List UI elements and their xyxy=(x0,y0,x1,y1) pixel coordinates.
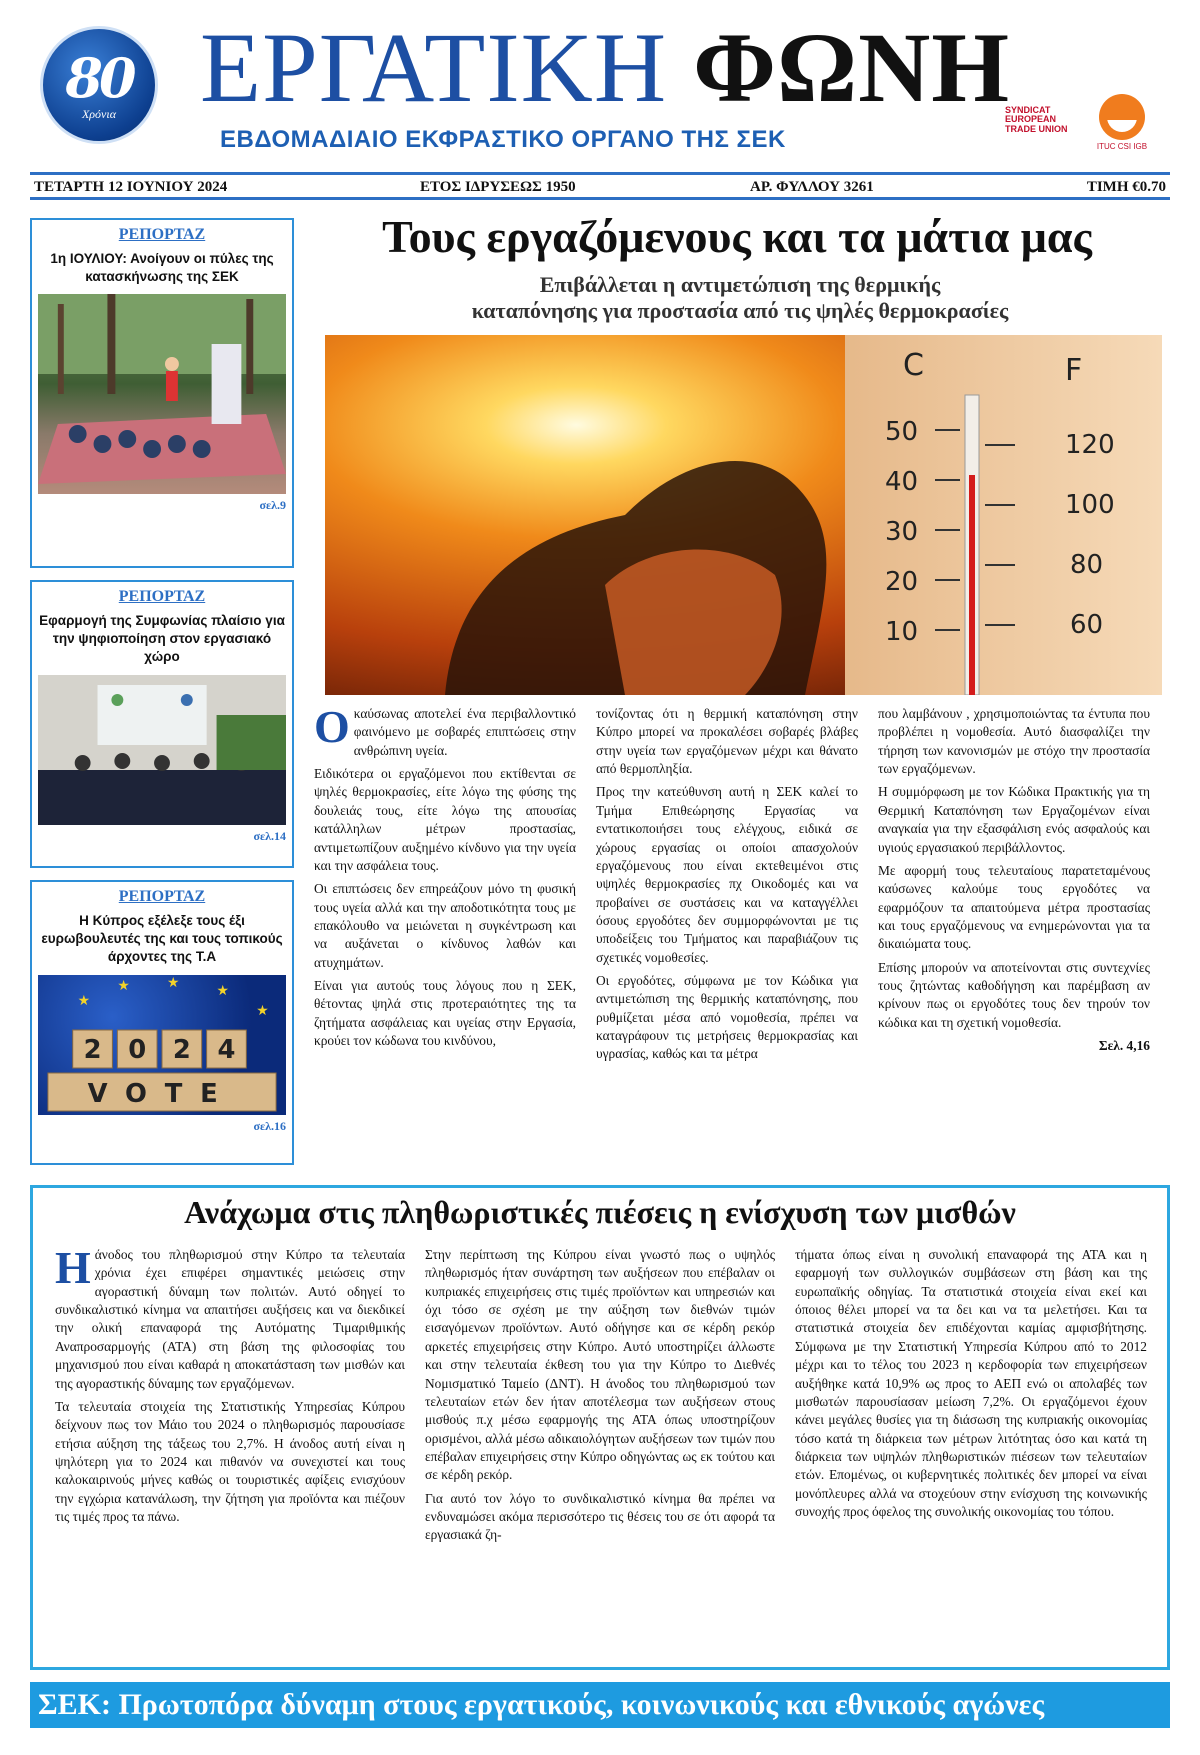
ituc-sun-icon xyxy=(1099,94,1145,140)
svg-text:★: ★ xyxy=(77,993,91,1009)
heatwave-image xyxy=(325,335,1162,695)
thermo-f-label: F xyxy=(1065,353,1083,388)
lead-paragraph: Επίσης μπορούν να αποτείνονται στις συντεχνίες τους ζητώντας καθοδήγηση και παρέμβαση αν κρίνουν πως οι εργοδότες τους δεν τηρούν τον κώδικα και τη σχετική νομοθεσία. xyxy=(878,959,1150,1030)
vote-word: VOTE xyxy=(87,1078,236,1109)
masthead xyxy=(30,12,1170,158)
vote-digit: 4 xyxy=(217,1034,236,1065)
lead-column-1 xyxy=(314,701,576,1055)
date-bar xyxy=(30,172,1170,200)
vote-2024-photo xyxy=(38,975,286,1115)
lead-subheadline-line1: Επιβάλλεται η αντιμετώπιση της θερμικής xyxy=(539,272,941,297)
lead-column-2 xyxy=(596,705,858,1069)
story-page-ref[interactable]: σελ.16 xyxy=(253,1118,286,1133)
camp-photo xyxy=(38,294,286,494)
wages-paragraph: Για αυτό τον λόγο το συνδικαλιστικό κίνημα θα πρέπει να ενδυναμώσει ακόμα περισσότερο τις θέσεις του σε ότι αφορά τα εργασιακά ζη- xyxy=(425,1490,775,1543)
thermo-celsius-tick: 40 xyxy=(885,467,919,497)
thermo-celsius-tick: 50 xyxy=(885,417,919,447)
newspaper-title xyxy=(200,12,1011,123)
lead-paragraph: Προς την κατεύθυνση αυτή η ΣΕΚ καλεί το Τμήμα Επιθεώρησης Εργασίας να εντατικοποιήσει τους ελέγχους, ειδικά σε χώρους εργασίας οι οποίοι απασχολούν εργαζόμενους που είναι εκτεθειμένοι στις υψηλές θερμοκρασίες πχ Οικοδομές και να προβαίνει σε συστάσεις και να καταγγέλλει όσους εργοδότες δεν συμμορφώνονται με τις υποδείξεις του Τμήματος και παραβιάζουν τις σχετικές νομοθεσίες. xyxy=(596,784,858,965)
story-kicker: ΡΕΠΟΡΤΑΖ xyxy=(118,588,206,605)
ituc-label: ITUC CSI IGB xyxy=(1096,142,1148,151)
vote-digit: 2 xyxy=(83,1034,102,1065)
lead-paragraph: που λαμβάνουν , χρησιμοποιώντας τα έντυπα που προβλέπει η νομοθεσία. Αυτό διασφαλίζει την τήρηση των κανονισμών με στόχο την προστασία των εργαζόμενων. xyxy=(878,706,1150,777)
price: ΤΙΜΗ €0.70 xyxy=(1086,179,1166,195)
lead-paragraph: Οκαύσωνας αποτελεί ένα περιβαλλοντικό φαινόμενο με σοβαρές επιπτώσεις στην ανθρώπινη υγεία. xyxy=(314,701,576,758)
lead-headline[interactable]: Τους εργαζόμενους και τα μάτια μας xyxy=(382,211,1092,262)
sidebar-story-camp[interactable] xyxy=(30,218,294,568)
thermo-celsius-tick: 30 xyxy=(885,517,919,547)
sidebar-story-elections[interactable] xyxy=(30,880,294,1165)
wages-paragraph: Ηάνοδος του πληθωρισμού στην Κύπρο τα τελευταία χρόνια έχει επιφέρει σημαντικές μειώσεις στην αγοραστική δύναμη των πολιτών. Αυτό οδηγεί το συνδικαλιστικό κίνημα να απαιτήσει αυξήσεις και να διεκδικεί την ολική επαναφορά της Αυτόματης Τιμαριθμικής Αναπροσαρμογής (ΑΤΑ) στη βάση της φιλοσοφίας του μηχανισμού που είναι καθαρά η αποκατάσταση των μισθών και της αγοραστικής δύναμης των εργαζόμενων. xyxy=(55,1242,405,1391)
svg-text:★: ★ xyxy=(117,978,130,994)
drop-cap: Ο xyxy=(314,701,350,752)
vote-digit: 0 xyxy=(128,1034,147,1065)
wages-column-2 xyxy=(425,1246,775,1550)
story-page-ref[interactable]: σελ.14 xyxy=(253,828,286,843)
title-part2: ΦΩΝΗ xyxy=(693,12,1011,123)
svg-text:★: ★ xyxy=(166,975,180,991)
wages-story xyxy=(30,1185,1170,1670)
thermo-c-label: C xyxy=(903,348,924,383)
anniversary-number: 80 xyxy=(65,46,133,110)
sidebar-story-digital[interactable] xyxy=(30,580,294,868)
wages-paragraph: τήματα όπως είναι η συνολική επαναφορά της ΑΤΑ και η εφαρμογή των συλλογικών συμβάσεων στη βάση και της ευρωπαϊκής οδηγίας. Τα στατιστικά στοιχεία είναι εκεί και όποιος θέλει μπορεί να τα δει και να τα μελετήσει. Και τα στατιστικά στοιχεία δεν επιδέχονται καμίας αμφισβήτησης. Σύμφωνα με την Στατιστική Υπηρεσία Κύπρου από το 2012 μέχρι και το τέλος του 2023 η κερδοφορία των επιχειρήσεων αυξήθηκε κατά 10,9% ως προς το ΑΕΠ ενώ οι απολαβές των μισθωτών παρουσίασαν μείωση 7,2%. Οι εργαζόμενοι έχουν κάνει μεγάλες θυσίες για τη διάσωση της κυπριακής οικονομίας τόσο κατά τη διάρκεια των μέτρων λιτότητας όσο και κατά τη διάρκεια των υψηλών πληθωριστικών πιέσεων των τελευταίων ετών. Επομένως, οι κυβερνητικές πολιτικές δεν μπορεί να είναι μονόπλευρες αλλά να στοχεύουν στην ενίσχυση της κοινωνικής συνοχής προς όφελος της συνολικής οικονομίας του τόπου. xyxy=(795,1247,1147,1520)
thermo-celsius-tick: 20 xyxy=(885,567,919,597)
vote-digit: 2 xyxy=(172,1034,191,1065)
lead-subheadline-line2: καταπόνησης για προστασία από τις ψηλές θερμοκρασίες xyxy=(471,298,1009,324)
wages-paragraph: Τα τελευταία στοιχεία της Στατιστικής Υπηρεσίας Κύπρου δείχνουν πως τον Μάιο του 2024 ο πληθωρισμός παρουσίασε ετήσια αύξηση της τάξεως του 2,7%. Η άνοδος αυτή είναι η ψηλότερη για το 2024 και πιθανόν να συνεχιστεί και τους καλοκαιρινούς μήνες καθώς οι τουριστικές αφίξεις ενισχύουν την εγχώρια κατανάλωση, την ζήτηση για προϊόντα και πιέζουν τις τιμές προς τα πάνω. xyxy=(55,1398,405,1525)
story-kicker: ΡΕΠΟΡΤΑΖ xyxy=(118,226,206,243)
lead-paragraph: Η συμμόρφωση με τον Κώδικα Πρακτικής για τη Θερμική Καταπόνηση των Εργαζομένων είναι αναγκαία για την εξασφάλιση ενός ασφαλούς και υγιούς εργασιακού περιβάλλοντος. xyxy=(878,784,1150,855)
founded-year: ΕΤΟΣ ΙΔΡΥΣΕΩΣ 1950 xyxy=(420,179,576,195)
bottom-banner: ΣΕΚ: Πρωτοπόρα δύναμη στους εργατικούς, κοινωνικούς και εθνικούς αγώνες xyxy=(30,1682,1170,1728)
conference-photo xyxy=(38,675,286,825)
story-headline[interactable]: Η Κύπρος εξέλεξε τους έξι ευρωβουλευτές της και τους τοπικούς άρχοντες της Τ.Α xyxy=(41,913,283,965)
wages-column-1 xyxy=(55,1242,405,1531)
anniversary-label: Χρόνια xyxy=(81,107,117,121)
lead-paragraph: Με αφορμή τους τελευταίους παρατεταμένους καύσωνες καλούμε τους εργοδότες να εφαρμόζουν τα απαιτούμενα μέτρα προστασίας και τους εργαζόμενους να ενημερώνονται για τα δικαιώματα τους. xyxy=(878,862,1150,952)
drop-cap: Η xyxy=(55,1242,91,1293)
thermo-fahrenheit-tick: 60 xyxy=(1070,610,1104,640)
etuc-logo xyxy=(1005,106,1075,134)
lead-paragraph: Οι επιπτώσεις δεν επηρεάζουν μόνο τη φυσική τους υγεία αλλά και την αποδοτικότητα τους με επακόλουθο να μειώνεται η συγκέντρωση και να αυξάνεται ο κίνδυνος λαθών και ατυχημάτων. xyxy=(314,881,576,970)
etuc-line1: SYNDICAT xyxy=(1005,105,1051,115)
thermo-fahrenheit-tick: 80 xyxy=(1070,550,1104,580)
svg-text:★: ★ xyxy=(216,983,230,999)
issue-date: ΤΕΤΑΡΤΗ 12 ΙΟΥΝΙΟΥ 2024 xyxy=(34,179,228,195)
story-page-ref[interactable]: σελ.9 xyxy=(259,498,286,513)
wages-headline[interactable]: Ανάχωμα στις πληθωριστικές πιέσεις η ενίσχυση των μισθών xyxy=(184,1194,1016,1230)
lead-paragraph: Οι εργοδότες, σύμφωνα με τον Κώδικα για αντιμετώπιση της θερμικής καταπόνησης, που ρυθμίζεται μέσα από νομοθεσία, πρέπει να καταγράφουν τις μετρήσεις θερμοκρασίας και υγρασίας, καθώς και τα μέτρα xyxy=(596,973,858,1062)
thermo-fahrenheit-tick: 100 xyxy=(1065,490,1115,520)
title-part1: ΕΡΓΑΤΙΚΗ xyxy=(200,12,668,123)
etuc-line2: EUROPEAN xyxy=(1005,114,1057,125)
ituc-logo xyxy=(1092,94,1152,151)
lead-page-ref[interactable]: Σελ. 4,16 xyxy=(1098,1038,1150,1054)
lead-column-3 xyxy=(878,705,1150,1055)
lead-paragraph: τονίζοντας ότι η θερμική καταπόνηση στην Κύπρο μπορεί να προκαλέσει σοβαρές βλάβες στην υγεία των εργαζόμενων μέχρι και θάνατο από θερμοπληξία. xyxy=(596,706,858,777)
wages-paragraph: Στην περίπτωση της Κύπρου είναι γνωστό πως ο υψηλός πληθωρισμός ήταν συνάρτηση των αυξήσεων που επέβαλαν οι κυπριακές επιχειρήσεις στις τιμές προϊόντων και υπηρεσιών και όχι τόσο σε σχέση με την αύξηση των διεθνών τιμών εισαγόμενων προϊόντων. Αυτό οδήγησε και σε κέρδη ρεκόρ αρκετές επιχειρήσεις στην Κύπρο. Αυτό υποστηρίζει άλλωστε και στην τελευταία έκθεση του για την Κύπρο το Διεθνές Νομισματικό Ταμείο (ΔΝΤ). Η άνοδος του πληθωρισμού των τελευταίων ετών δεν ήταν αποτέλεσμα των αυξήσεων στους μισθούς π.χ μέσω εφαρμογής της ΑΤΑ όπως υποστηρίζουν ορισμένοι, αλλά μέσω αδικαιολόγητων αυξήσεων των τιμών που επέβαλαν επιχειρήσεις στην Κύπρο οδηγώντας ως εκ τούτου και σε κέρδη ρεκόρ. xyxy=(425,1247,775,1483)
anniversary-logo xyxy=(40,26,158,144)
story-headline[interactable]: 1η ΙΟΥΛΙΟΥ: Ανοίγουν οι πύλες της κατασκήνωσης της ΣΕΚ xyxy=(50,251,274,285)
svg-text:★: ★ xyxy=(256,1003,269,1019)
lead-subheadline xyxy=(340,272,1140,325)
lead-paragraph: Είναι για αυτούς τους λόγους που η ΣΕΚ, θέτοντας ψηλά στις προτεραιότητες της τα ζητήματα ασφάλειας και υγείας στην Εργασία, κρούει τον κώδωνα του κινδύνου, xyxy=(314,978,576,1049)
thermo-celsius-tick: 10 xyxy=(885,617,919,647)
story-kicker: ΡΕΠΟΡΤΑΖ xyxy=(118,888,206,905)
thermo-fahrenheit-tick: 120 xyxy=(1065,430,1115,460)
story-headline[interactable]: Εφαρμογή της Συμφωνίας πλαίσιο για την ψηφιοποίηση στον εργασιακό χώρο xyxy=(39,613,285,665)
issue-number: ΑΡ. ΦΥΛΛΟΥ 3261 xyxy=(750,179,874,195)
lead-paragraph: Ειδικότερα οι εργαζόμενοι που εκτίθενται σε ψηλές θερμοκρασίες, είτε λόγω της φύσης της δουλειάς τους, είτε λόγω της απουσίας κατάλληλων μέτρων προστασίας, αντιμετωπίζουν αυξημένο κίνδυνο για την υγεία και την ασφάλεια τους. xyxy=(314,766,576,873)
wages-column-3 xyxy=(795,1246,1147,1526)
newspaper-subtitle: ΕΒΔΟΜΑΔΙΑΙΟ ΕΚΦΡΑΣΤΙΚΟ ΟΡΓΑΝΟ ΤΗΣ ΣΕΚ xyxy=(220,126,786,153)
etuc-line3: TRADE UNION xyxy=(1005,123,1068,134)
